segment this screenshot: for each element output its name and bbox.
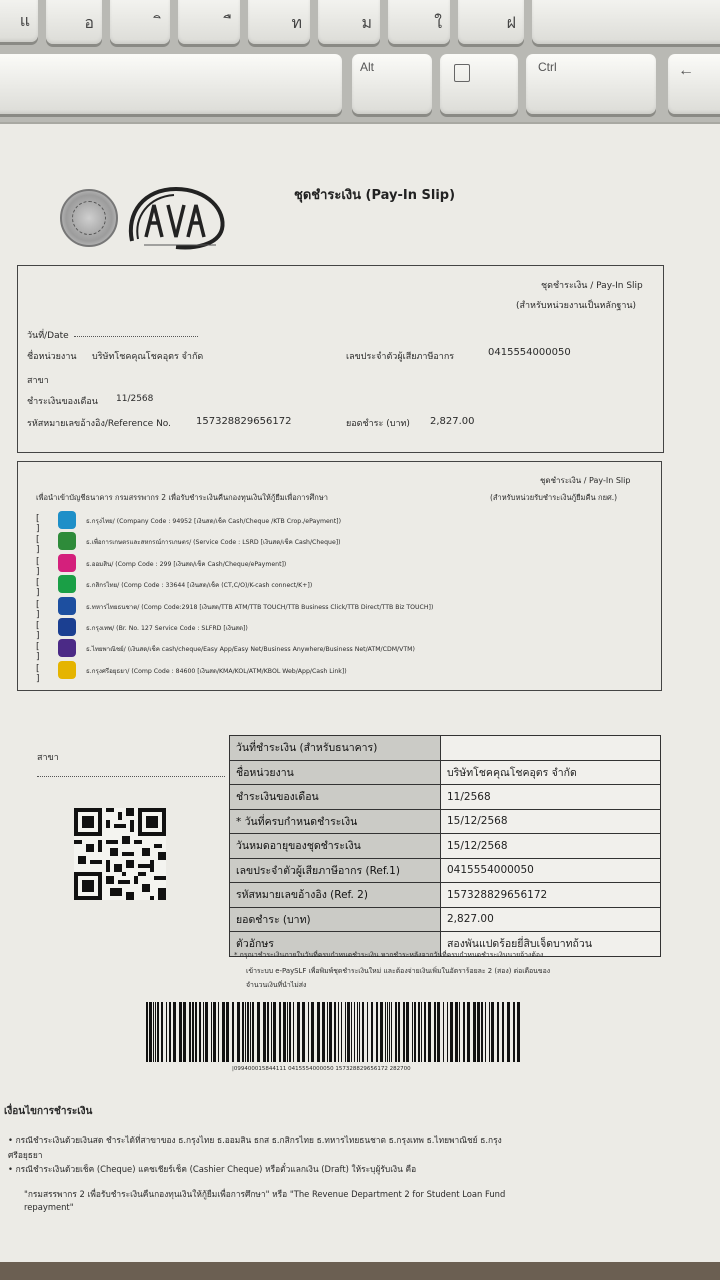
barcode-bar	[192, 1002, 194, 1062]
barcode-bar	[345, 1002, 346, 1062]
key-thai-label: ม	[361, 15, 372, 32]
barcode-bar	[387, 1002, 388, 1062]
payment-info-value: บริษัทโชคคุณโชคอุตร จำกัด	[441, 760, 661, 785]
payment-info-value	[441, 736, 661, 761]
barcode-bar	[252, 1002, 254, 1062]
barcode-bar	[311, 1002, 314, 1062]
barcode-bar	[183, 1002, 186, 1062]
bank-option-text: ธ.ทหารไทยธนชาต/ (Comp Code:2918 [เงินสด/TTB ATM/TTB TOUCH/TTB Business Click/TTB Direct/TTB Biz TOUCH])	[86, 603, 434, 611]
bank-slip-header: ชุดชำระเงิน / Pay-In Slip	[540, 476, 631, 485]
barcode-bar	[173, 1002, 176, 1062]
key-alt-label: Alt	[360, 60, 375, 74]
key-thai-label: ฝ	[506, 15, 516, 32]
date-fill-line	[74, 336, 198, 337]
checkbox[interactable]: [ ]	[36, 599, 40, 620]
bank-logo-icon	[58, 618, 76, 636]
barcode-bar	[317, 1002, 320, 1062]
barcode-bar	[322, 1002, 325, 1062]
barcode-bar	[287, 1002, 288, 1062]
barcode-bar	[477, 1002, 480, 1062]
key-n	[178, 0, 240, 44]
bank-logo-icon	[58, 554, 76, 572]
barcode-bar	[271, 1002, 272, 1062]
branch-label-2: สาขา	[37, 753, 59, 763]
barcode-bar	[367, 1002, 368, 1062]
bank-option-text: ธ.กรุงเทพ/ (Br. No. 127 Service Code : SLFRD [เงินสด])	[86, 625, 248, 632]
branch-fill-line	[37, 776, 225, 777]
org-name-label: ชื่อหน่วยงาน	[27, 352, 77, 362]
payment-info-value: 15/12/2568	[441, 809, 661, 834]
payment-info-label: ชำระเงินของเดือน	[230, 785, 441, 810]
checkbox[interactable]: [ ]	[36, 621, 40, 641]
barcode-bar	[473, 1002, 476, 1062]
bank-logo-icon	[58, 597, 76, 615]
barcode-bar	[455, 1002, 458, 1062]
checkbox[interactable]: [ ]	[36, 663, 40, 684]
revenue-department-seal-logo	[60, 189, 118, 247]
barcode-bar	[502, 1002, 504, 1062]
date-label: วันที่/Date	[27, 331, 69, 341]
barcode-bar	[218, 1002, 219, 1062]
tax-id-value: 0415554000050	[488, 347, 571, 358]
key-ctrl	[526, 54, 656, 114]
key-thai-ae	[0, 0, 38, 42]
late-payment-note-1: * กรุณาชำระเงินภายในวันที่ครบกำหนดชำระเงิน หากชำระหลังจากวันที่ครบกำหนดชำระเงินนายจ้างต้อง	[234, 951, 544, 959]
barcode-bar	[481, 1002, 483, 1062]
checkbox[interactable]: [ ]	[36, 556, 40, 577]
barcode-bar	[283, 1002, 286, 1062]
payment-info-row	[230, 809, 661, 834]
payment-info-row	[230, 834, 661, 859]
payment-info-label: เลขประจำตัวผู้เสียภาษีอากร (Ref.1)	[230, 858, 441, 883]
barcode-bar	[347, 1002, 350, 1062]
payment-condition-cash-cont: ศรีอยุธยา	[8, 1150, 43, 1160]
key-m	[248, 0, 310, 44]
barcode-bar	[267, 1002, 269, 1062]
late-payment-note-3: จำนวนเงินที่นำไม่ส่ง	[246, 981, 307, 989]
barcode-bar	[497, 1002, 499, 1062]
barcode-bar	[434, 1002, 436, 1062]
barcode-bar	[450, 1002, 453, 1062]
barcode-bar	[155, 1002, 156, 1062]
barcode-bar	[507, 1002, 510, 1062]
bank-option-text: ธ.กรุงศรีอยุธยา/ (Comp Code : 84600 [เงินสด/KMA/KOL/ATM/KBOL Web/App/Cash Link])	[86, 667, 347, 675]
barcode-bar	[222, 1002, 225, 1062]
barcode-bar	[334, 1002, 336, 1062]
barcode-bar	[289, 1002, 291, 1062]
bank-logo-icon	[58, 639, 76, 657]
key-slash	[458, 0, 524, 44]
key-alt	[352, 54, 432, 114]
barcode-bar	[293, 1002, 294, 1062]
barcode-bar	[205, 1002, 208, 1062]
barcode-bar	[179, 1002, 182, 1062]
payment-month-label: ชำระเงินของเดือน	[27, 397, 98, 407]
barcode-bar	[211, 1002, 212, 1062]
barcode-bar	[406, 1002, 409, 1062]
bank-option-text: ธ.กรุงไทย/ (Company Code : 94952 [เงินสด/เช็ค Cash/Cheque /KTB Crop./ePayment])	[86, 518, 341, 525]
payment-info-label: ตัวอักษร	[230, 932, 441, 957]
payment-info-label: * วันที่ครบกำหนดชำระเงิน	[230, 809, 441, 834]
barcode-bar	[338, 1002, 339, 1062]
barcode-bar	[489, 1002, 490, 1062]
barcode-bar	[263, 1002, 266, 1062]
barcode-bar	[412, 1002, 413, 1062]
barcode-bar	[237, 1002, 240, 1062]
barcode-bar	[491, 1002, 494, 1062]
barcode-bar	[443, 1002, 444, 1062]
payment-condition-cash: • กรณีชำระเงินด้วยเงินสด ชำระได้ที่สาขาของ ธ.กรุงไทย ธ.ออมสิน ธกส ธ.กสิกรไทย ธ.ทหารไทยธนชาต ธ.กรุงเทพ ธ.ไทยพาณิชย์ ธ.กรุง	[8, 1135, 502, 1145]
barcode-bar	[389, 1002, 390, 1062]
barcode-bar	[327, 1002, 328, 1062]
payment-condition-payee-cont: repayment"	[24, 1202, 74, 1212]
barcode-bar	[447, 1002, 448, 1062]
branch-label: สาขา	[27, 376, 49, 386]
payment-info-value: 0415554000050	[441, 858, 661, 883]
amount-label: ยอดชำระ (บาท)	[346, 419, 410, 429]
barcode-bar	[189, 1002, 191, 1062]
checkbox[interactable]: [ ]	[36, 514, 40, 534]
barcode-bar	[371, 1002, 373, 1062]
barcode-bar	[351, 1002, 352, 1062]
key-comma	[318, 0, 380, 44]
payment-info-body	[230, 736, 661, 957]
reference-label: รหัสหมายเลขอ้างอิง/Reference No.	[27, 419, 172, 429]
bank-option-text: ธ.เพื่อการเกษตรและสหกรณ์การเกษตร/ (Service Code : LSRD [เงินสด/เช็ค Cash/Cheque])	[86, 539, 341, 547]
payment-info-label: รหัสหมายเลขอ้างอิง (Ref. 2)	[230, 883, 441, 908]
barcode-bar	[329, 1002, 332, 1062]
barcode-bar	[195, 1002, 197, 1062]
payment-condition-payee: "กรมสรรพากร 2 เพื่อรับชำระเงินคืนกองทุนเงินให้กู้ยืมเพื่อการศึกษา" หรือ "The Revenue Department 2 for Student Loan Fund	[24, 1189, 506, 1199]
bank-logo-icon	[58, 511, 76, 529]
bank-option-text: ธ.ออมสิน/ (Comp Code : 299 [เงินสด/เช็ค Cash/Cheque/ePayment])	[86, 560, 287, 568]
barcode-bar	[242, 1002, 244, 1062]
barcode-bar	[166, 1002, 167, 1062]
barcode-bar	[428, 1002, 431, 1062]
barcode-bar	[359, 1002, 360, 1062]
barcode-bar	[297, 1002, 300, 1062]
payment-info-row	[230, 736, 661, 761]
qr-code	[74, 808, 166, 900]
barcode-bar	[157, 1002, 159, 1062]
barcode-bar	[279, 1002, 281, 1062]
key-space	[0, 54, 342, 114]
key-thai-label: อ	[84, 15, 94, 32]
keyboard-background	[0, 0, 720, 125]
payment-info-label: ชื่อหน่วยงาน	[230, 760, 441, 785]
key-v	[46, 0, 102, 44]
bank-option-text: ธ.กสิกรไทย/ (Comp Code : 33644 [เงินสด/เช็ค (CT,C/O)/K-cash connect/K+])	[86, 582, 313, 590]
barcode-bar	[414, 1002, 416, 1062]
payment-barcode	[144, 1002, 524, 1062]
bank-logo-icon	[58, 661, 76, 679]
bank-slip-subheader: (สำหรับหน่วยรับชำระเงินกู้ยืมคืน กยศ.)	[490, 493, 618, 502]
barcode-bar	[232, 1002, 234, 1062]
barcode-bar	[199, 1002, 201, 1062]
bank-option-text: ธ.ไทยพาณิชย์/ (เงินสด/เช็ค cash/cheque/Easy App/Easy Net/Business Anywhere/Business Net/ATM/CDM/VTM)	[86, 646, 415, 654]
key-thai-label: ใ	[434, 15, 442, 32]
tax-id-label: เลขประจำตัวผู้เสียภาษีอากร	[346, 352, 455, 362]
barcode-bar	[250, 1002, 251, 1062]
barcode-bar	[308, 1002, 309, 1062]
seal-inner-ring	[72, 201, 106, 235]
payment-info-row	[230, 883, 661, 908]
barcode-bar	[467, 1002, 470, 1062]
payment-month-value: 11/2568	[116, 394, 154, 404]
barcode-text: |099400015844111 0415554000050 157328829656172 282700	[232, 1066, 411, 1072]
menu-icon	[454, 64, 470, 82]
barcode-bar	[398, 1002, 400, 1062]
bank-logo-icon	[58, 532, 76, 550]
barcode-bar	[257, 1002, 260, 1062]
key-period	[388, 0, 450, 44]
payment-info-value: 2,827.00	[441, 907, 661, 932]
amount-value: 2,827.00	[430, 416, 475, 427]
barcode-bar	[153, 1002, 154, 1062]
barcode-bar	[273, 1002, 276, 1062]
barcode-bar	[203, 1002, 204, 1062]
bank-slip-intro: เพื่อนำเข้าบัญชีธนาคาร กรมสรรพากร 2 เพื่อรับชำระเงินคืนกองทุนเงินให้กู้ยืมเพื่อการศึกษา	[36, 493, 328, 502]
payment-info-row	[230, 785, 661, 810]
late-payment-note-2: เข้าระบบ e-PaySLF เพื่อพิมพ์ชุดชำระเงินใหม่ และต้องจ่ายเงินเพิ่มในอัตราร้อยละ 2 (สอง) ต่อเดือนของ	[246, 967, 551, 975]
payment-info-row	[230, 760, 661, 785]
payment-info-value: สองพันแปดร้อยยี่สิบเจ็ดบาทถ้วน	[441, 932, 661, 957]
payment-info-value: 15/12/2568	[441, 834, 661, 859]
bank-logo-icon	[58, 575, 76, 593]
key-ctrl-label: Ctrl	[538, 60, 557, 74]
barcode-bar	[149, 1002, 152, 1062]
barcode-bar	[421, 1002, 422, 1062]
barcode-bar	[517, 1002, 520, 1062]
barcode-bar	[357, 1002, 358, 1062]
key-menu	[440, 54, 518, 114]
payment-info-label: วันหมดอายุของชุดชำระเงิน	[230, 834, 441, 859]
barcode-bar	[247, 1002, 249, 1062]
barcode-bar	[437, 1002, 440, 1062]
barcode-bar	[161, 1002, 163, 1062]
barcode-bar	[463, 1002, 465, 1062]
checkbox[interactable]: [ ]	[36, 535, 40, 556]
org-name-value: บริษัทโชคคุณโชคอุตร จำกัด	[92, 352, 204, 362]
barcode-bar	[380, 1002, 383, 1062]
barcode-bar	[226, 1002, 229, 1062]
reference-value: 157328829656172	[196, 416, 292, 427]
checkbox[interactable]: [ ]	[36, 578, 40, 599]
payment-info-label: ยอดชำระ (บาท)	[230, 907, 441, 932]
barcode-bar	[385, 1002, 386, 1062]
barcode-bar	[459, 1002, 460, 1062]
barcode-bar	[341, 1002, 342, 1062]
agency-slip-header: ชุดชำระเงิน / Pay-In Slip	[541, 281, 643, 291]
arrow-left-icon: ←	[678, 62, 694, 79]
barcode-bar	[169, 1002, 171, 1062]
key-arrow-left	[668, 54, 720, 114]
payment-info-row	[230, 858, 661, 883]
student-loan-fund-logo	[124, 183, 228, 253]
barcode-bar	[485, 1002, 486, 1062]
barcode-bar	[395, 1002, 397, 1062]
payment-info-value: 11/2568	[441, 785, 661, 810]
barcode-bar	[403, 1002, 405, 1062]
slip-title: ชุดชำระเงิน (Pay-In Slip)	[294, 188, 456, 203]
barcode-bar	[302, 1002, 305, 1062]
barcode-bar	[245, 1002, 246, 1062]
barcode-bar	[424, 1002, 426, 1062]
key-thai-label: ท	[291, 15, 302, 32]
barcode-bar	[354, 1002, 355, 1062]
barcode-bar	[513, 1002, 515, 1062]
payment-info-row	[230, 907, 661, 932]
desk-edge	[0, 1262, 720, 1280]
barcode-bar	[391, 1002, 392, 1062]
barcode-bar	[213, 1002, 216, 1062]
payment-info-label: วันที่ชำระเงิน (สำหรับธนาคาร)	[230, 736, 441, 761]
agency-slip-subheader: (สำหรับหน่วยงานเป็นหลักฐาน)	[516, 301, 637, 311]
payment-info-table	[229, 735, 661, 957]
key-thai-label: แ	[19, 13, 30, 30]
key-right-shift	[532, 0, 720, 44]
barcode-bar	[146, 1002, 148, 1062]
barcode-bar	[376, 1002, 378, 1062]
payment-conditions-title: เงื่อนไขการชำระเงิน	[4, 1106, 93, 1117]
payment-condition-cheque: • กรณีชำระเงินด้วยเช็ค (Cheque) แคชเชียร์เช็ค (Cashier Cheque) หรือตั๋วแลกเงิน (Draft) ให้ระบุผู้รับเงิน คือ	[8, 1164, 417, 1174]
barcode-bar	[362, 1002, 364, 1062]
key-b	[110, 0, 170, 44]
checkbox[interactable]: [ ]	[36, 642, 40, 663]
barcode-bar	[418, 1002, 420, 1062]
payment-info-value: 157328829656172	[441, 883, 661, 908]
